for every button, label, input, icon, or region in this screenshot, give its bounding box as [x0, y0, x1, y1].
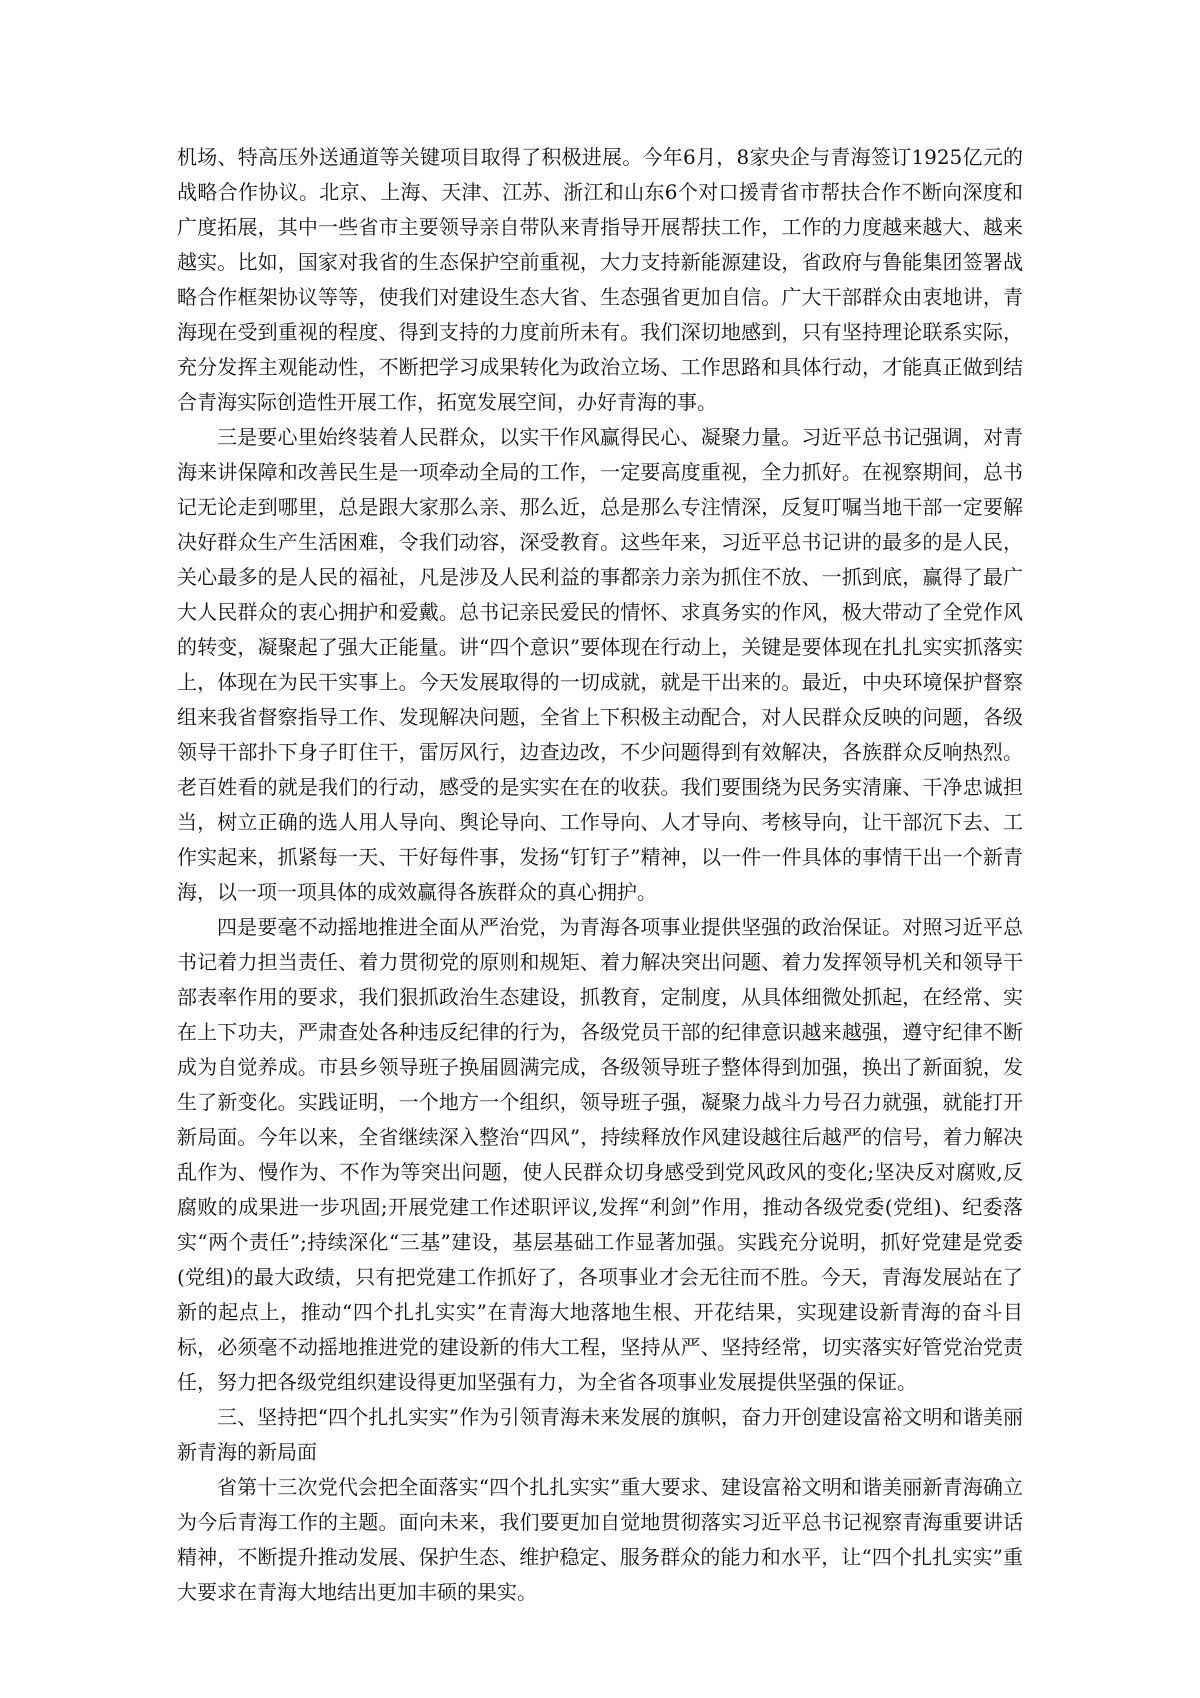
- paragraph-people-first: 三是要心里始终装着人民群众，以实干作风赢得民心、凝聚力量。习近平总书记强调，对青海来讲保障和改善民生是一项牵动全局的工作，一定要高度重视，全力抓好。在视察期间，总书记无论走到哪里，总是跟大家那么亲、那么近，总是那么专注情深，反复叮嘱当地干部一定要解决好群众生产生活困难，令我们动容，深受教育。这些年来，习近平总书记讲的最多的是人民，关心最多的是人民的福祉，凡是涉及人民利益的事都亲力亲为抓住不放、一抓到底，赢得了最广大人民群众的衷心拥护和爱戴。总书记亲民爱民的情怀、求真务实的作风，极大带动了全党作风的转变，凝聚起了强大正能量。讲“四个意识”要体现在行动上，关键是要体现在扎扎实实抓落实上，体现在为民干实事上。今天发展取得的一切成就，就是干出来的。最近，中央环境保护督察组来我省督察指导工作、发现解决问题，全省上下积极主动配合，对人民群众反映的问题，各级领导干部扑下身子盯住干，雷厉风行，边查边改，不少问题得到有效解决，各族群众反响热烈。老百姓看的就是我们的行动，感受的是实实在在的收获。我们要围绕为民务实清廉、干净忠诚担当，树立正确的选人用人导向、舆论导向、工作导向、人才导向、考核导向，让干部沉下去、工作实起来，抓紧每一天、干好每件事，发扬“钉钉子”精神，以一件一件具体的事情干出一个新青海，以一项一项具体的成效赢得各族群众的真心拥护。: [177, 425, 1023, 904]
- paragraph-continued: 机场、特高压外送通道等关键项目取得了积极进展。今年6月，8家央企与青海签订1925亿元的战略合作协议。北京、上海、天津、江苏、浙江和山东6个对口援青省市帮扶合作不断向深度和广度拓展，其中一些省市主要领导亲自带队来青指导开展帮扶工作，工作的力度越来越大、越来越实。比如，国家对我省的生态保护空前重视，大力支持新能源建设，省政府与鲁能集团签署战略合作框架协议等等，使我们对建设生态大省、生态强省更加自信。广大干部群众由衷地讲，青海现在受到重视的程度、得到支持的力度前所未有。我们深切地感到，只有坚持理论联系实际，充分发挥主观能动性，不断把学习成果转化为政治立场、工作思路和具体行动，才能真正做到结合青海实际创造性开展工作，拓宽发展空间，办好青海的事。: [177, 145, 1023, 414]
- paragraph-congress-theme: 省第十三次党代会把全面落实“四个扎扎实实”重大要求、建设富裕文明和谐美丽新青海确立为今后青海工作的主题。面向未来，我们要更加自觉地贯彻落实习近平总书记视察青海重要讲话精神，不断提升推动发展、保护生态、维护稳定、服务群众的能力和水平，让“四个扎扎实实”重大要求在青海大地结出更加丰硕的果实。: [177, 1475, 1023, 1604]
- paragraph-party-discipline: 四是要毫不动摇地推进全面从严治党，为青海各项事业提供坚强的政治保证。对照习近平总书记着力担当责任、着力贯彻党的原则和规矩、着力解决突出问题、着力发挥领导机关和领导干部表率作用的要求，我们狠抓政治生态建设，抓教育，定制度，从具体细微处抓起，在经常、实在上下功夫，严肃查处各种违反纪律的行为，各级党员干部的纪律意识越来越强，遵守纪律不断成为自觉养成。市县乡领导班子换届圆满完成，各级领导班子整体得到加强，换出了新面貌，发生了新变化。实践证明，一个地方一个组织，领导班子强，凝聚力战斗力号召力就强，就能打开新局面。今年以来，全省继续深入整治“四风”，持续释放作风建设越往后越严的信号，着力解决乱作为、慢作为、不作为等突出问题，使人民群众切身感受到党风政风的变化;坚决反对腐败,反腐败的成果进一步巩固;开展党建工作述职评议,发挥“利剑”作用，推动各级党委(党组)、纪委落实“两个责任”;持续深化“三基”建设，基层基础工作显著加强。实践充分说明，抓好党建是党委(党组)的最大政绩，只有把党建工作抓好了，各项事业才会无往而不胜。今天，青海发展站在了新的起点上，推动“四个扎扎实实”在青海大地落地生根、开花结果，实现建设新青海的奋斗目标，必须毫不动摇地推进党的建设新的伟大工程，坚持从严、坚持经常，切实落实好管党治党责任，努力把各级党组织建设得更加坚强有力，为全省各项事业发展提供坚强的保证。: [177, 915, 1023, 1394]
- section-heading-three: 三、坚持把“四个扎扎实实”作为引领青海未来发展的旗帜，奋力开创建设富裕文明和谐美丽新青海的新局面: [177, 1405, 1023, 1464]
- document-page: [177, 140, 1023, 1610]
